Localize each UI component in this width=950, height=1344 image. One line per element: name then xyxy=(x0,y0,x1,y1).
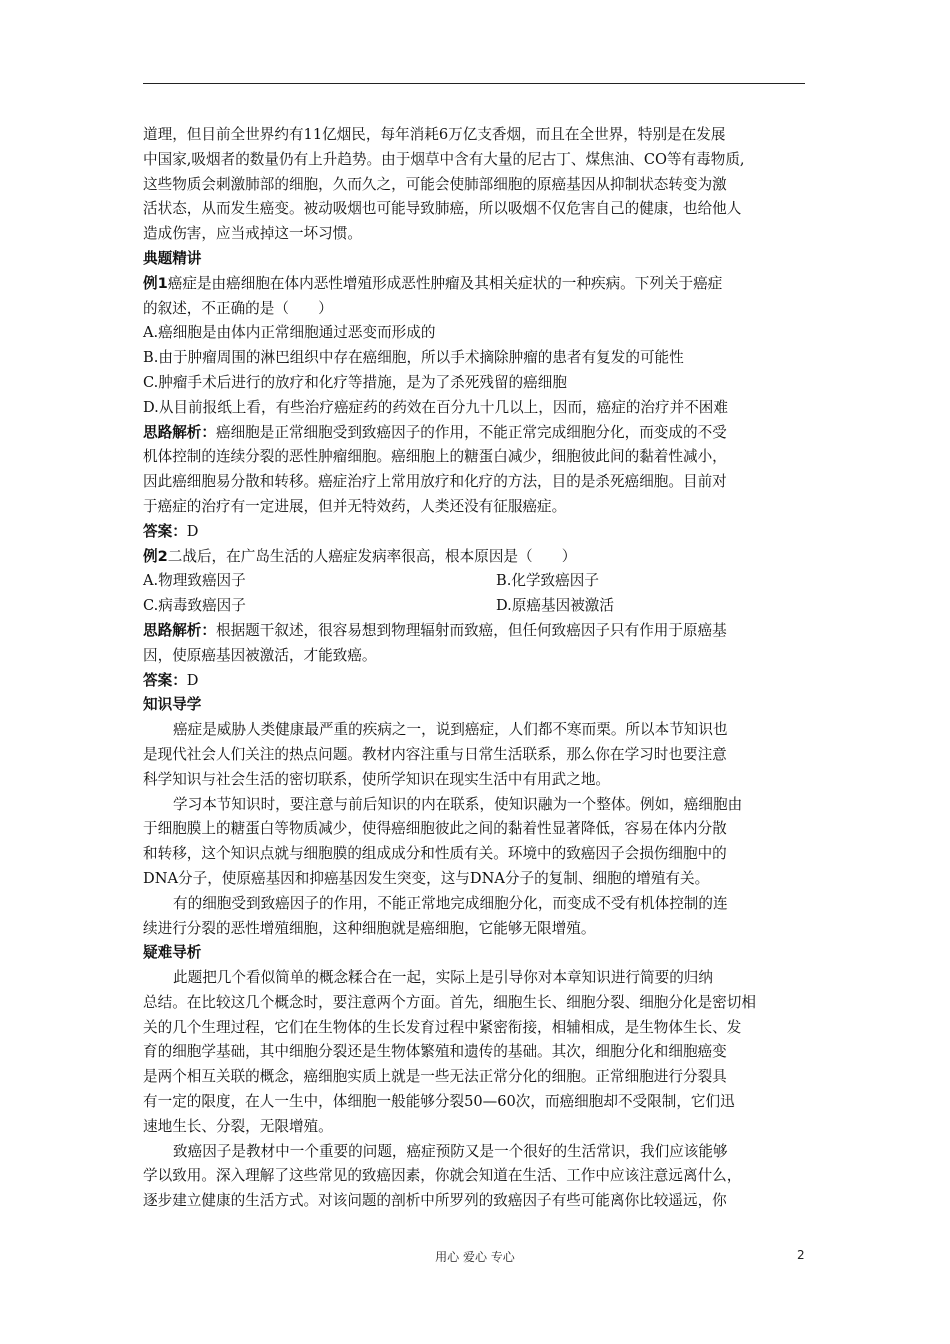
example-2 xyxy=(143,545,811,694)
option-c: C.病毒致癌因子 xyxy=(143,597,246,615)
text-line: 中国家,吸烟者的数量仍有上升趋势。由于烟草中含有大量的尼古丁、煤焦油、CO等有毒物质, xyxy=(143,150,745,168)
analysis-text: 因，使原癌基因被激活，才能致癌。 xyxy=(143,646,377,664)
text-line: 续进行分裂的恶性增殖细胞，这种细胞就是癌细胞，它能够无限增殖。 xyxy=(143,919,596,937)
question-stem: 二战后，在广岛生活的人癌症发病率很高，根本原因是（ ） xyxy=(167,547,577,565)
text-line: 学以致用。深入理解了这些常见的致癌因素，你就会知道在生活、工作中应该注意远离什么， xyxy=(143,1167,742,1185)
analysis-text: 因此癌细胞易分散和转移。癌症治疗上常用放疗和化疗的方法，目的是杀死癌细胞。目前对 xyxy=(143,473,727,491)
knowledge-paragraph-1 xyxy=(143,718,811,792)
text-line: 逐步建立健康的生活方式。对该问题的剖析中所罗列的致癌因子有些可能离你比较遥远，你 xyxy=(143,1192,727,1210)
section-heading-knowledge: 知识导学 xyxy=(143,696,202,714)
answer-label: 答案： xyxy=(143,671,187,689)
analysis-text: 癌细胞是正常细胞受到致癌因子的作用，不能正常完成细胞分化，而变成的不受 xyxy=(215,423,727,441)
text-line: 和转移，这个知识点就与细胞膜的组成成分和性质有关。环境中的致癌因子会损伤细胞中的 xyxy=(143,845,727,863)
page-body xyxy=(143,123,811,1214)
text-line: 学习本节知识时，要注意与前后知识的内在联系，使知识融为一个整体。例如，癌细胞由 xyxy=(173,795,743,813)
analysis-text: 于癌症的治疗有一定进展，但并无特效药，人类还没有征服癌症。 xyxy=(143,497,567,515)
question-stem: 癌症是由癌细胞在体内恶性增殖形成恶性肿瘤及其相关症状的一种疾病。下列关于癌症 xyxy=(167,274,723,292)
question-stem: 的叙述，不正确的是（ ） xyxy=(143,299,333,317)
text-line: DNA分子，使原癌基因和抑癌基因发生突变，这与DNA分子的复制、细胞的增殖有关。 xyxy=(143,869,710,887)
option-b: B.化学致癌因子 xyxy=(496,572,599,590)
text-line: 科学知识与社会生活的密切联系，使所学知识在现实生活中有用武之地。 xyxy=(143,770,611,788)
analysis-label: 思路解析： xyxy=(143,621,216,639)
page-footer: 用心 爱心 专心 xyxy=(435,1250,515,1264)
knowledge-paragraph-2 xyxy=(143,793,811,892)
answer-label: 答案： xyxy=(143,522,187,540)
text-line: 是两个相互关联的概念，癌细胞实质上就是一些无法正常分化的细胞。正常细胞进行分裂具 xyxy=(143,1068,727,1086)
text-line: 于细胞膜上的糖蛋白等物质减少，使得癌细胞彼此之间的黏着性显著降低，容易在体内分散 xyxy=(143,820,727,838)
text-line: 道理，但目前全世界约有11亿烟民，每年消耗6万亿支香烟，而且在全世界，特别是在发展 xyxy=(143,126,726,143)
analysis-label: 思路解析： xyxy=(143,423,216,441)
text-line: 关的几个生理过程，它们在生物体的生长发育过程中紧密衔接，相辅相成，是生物体生长、发 xyxy=(143,1018,742,1036)
option-a: A.癌细胞是由体内正常细胞通过恶变而形成的 xyxy=(143,324,436,342)
knowledge-paragraph-3 xyxy=(143,892,811,942)
difficulty-paragraph-1 xyxy=(143,966,811,1140)
answer-value: D xyxy=(186,522,199,540)
option-c: C.肿瘤手术后进行的放疗和化疗等措施，是为了杀死残留的癌细胞 xyxy=(143,373,567,391)
header-rule xyxy=(143,83,805,84)
section-heading-difficulty: 疑难导析 xyxy=(143,944,202,962)
page-number: 2 xyxy=(797,1248,805,1262)
text-line: 癌症是威胁人类健康最严重的疾病之一，说到癌症，人们都不寒而栗。所以本节知识也 xyxy=(173,721,728,739)
option-d: D.从目前报纸上看，有些治疗癌症药的药效在百分九十几以上，因而，癌症的治疗并不困难 xyxy=(143,398,728,416)
text-line: 育的细胞学基础，其中细胞分裂还是生物体繁殖和遗传的基础。其次，细胞分化和细胞癌变 xyxy=(143,1043,727,1061)
text-line: 这些物质会刺激肺部的细胞，久而久之，可能会使肺部细胞的原癌基因从抑制状态转变为激 xyxy=(143,175,727,193)
text-line: 此题把几个看似简单的概念糅合在一起，实际上是引导你对本章知识进行简要的归纳 xyxy=(173,969,713,987)
section-heading-examples: 典题精讲 xyxy=(143,249,202,267)
text-line: 造成伤害，应当戒掉这一坏习惯。 xyxy=(143,225,362,243)
text-line: 活状态，从而发生癌变。被动吸烟也可能导致肺癌，所以吸烟不仅危害自己的健康，也给他人 xyxy=(143,200,742,218)
option-b: B.由于肿瘤周围的淋巴组织中存在癌细胞，所以手术摘除肿瘤的患者有复发的可能性 xyxy=(143,349,684,367)
text-line: 总结。在比较这几个概念时，要注意两个方面。首先，细胞生长、细胞分裂、细胞分化是密切相 xyxy=(143,993,756,1011)
answer-value: D xyxy=(186,671,199,689)
option-d: D.原癌基因被激活 xyxy=(496,597,614,615)
intro-paragraph xyxy=(143,123,811,247)
difficulty-paragraph-2 xyxy=(143,1140,811,1214)
example-label: 例1 xyxy=(143,274,168,292)
text-line: 致癌因子是教材中一个重要的问题，癌症预防又是一个很好的生活常识，我们应该能够 xyxy=(173,1142,728,1160)
text-line: 是现代社会人们关注的热点问题。教材内容注重与日常生活联系，那么你在学习时也要注意 xyxy=(143,745,727,763)
example-label: 例2 xyxy=(143,547,168,565)
analysis-text: 机体控制的连续分裂的恶性肿瘤细胞。癌细胞上的糖蛋白减少，细胞彼此间的黏着性减小， xyxy=(143,448,727,466)
text-line: 速地生长、分裂，无限增殖。 xyxy=(143,1117,333,1135)
example-1 xyxy=(143,272,811,545)
analysis-text: 根据题干叙述，很容易想到物理辐射而致癌，但任何致癌因子只有作用于原癌基 xyxy=(215,621,727,639)
text-line: 有的细胞受到致癌因子的作用，不能正常地完成细胞分化，而变成不受有机体控制的连 xyxy=(173,894,728,912)
option-a: A.物理致癌因子 xyxy=(143,572,246,590)
text-line: 有一定的限度，在人一生中，体细胞一般能够分裂50—60次，而癌细胞却不受限制，它们迅 xyxy=(143,1093,735,1111)
